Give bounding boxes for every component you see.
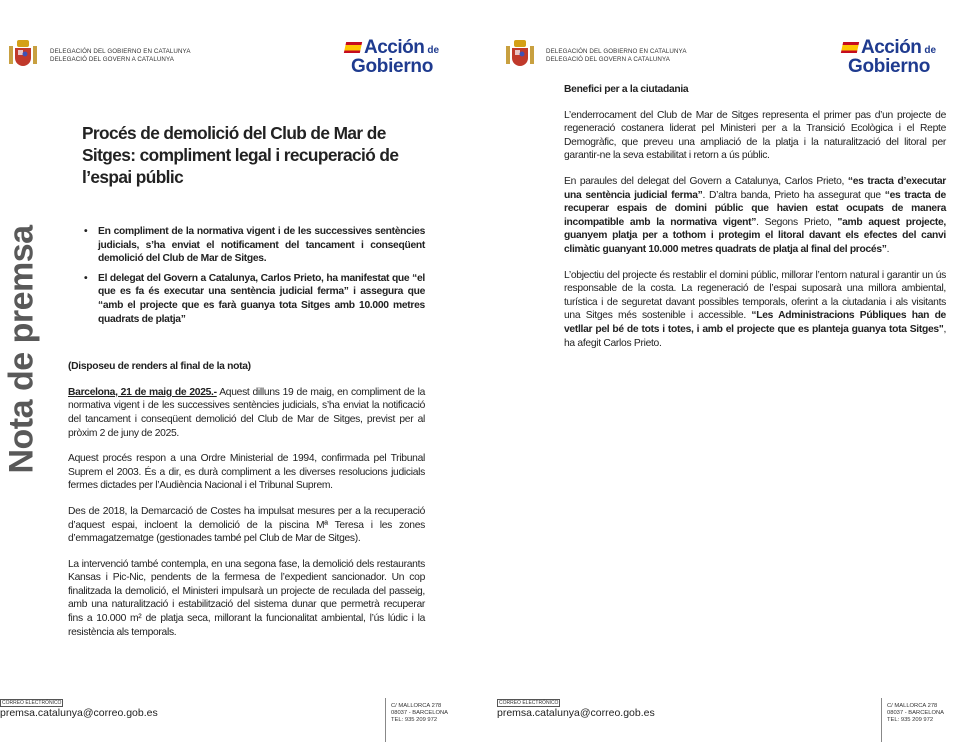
logo-text: de <box>924 45 937 56</box>
paragraph-text: . D’altra banda, Prieto ha assegurat que <box>702 189 885 201</box>
dateline: Barcelona, 21 de maig de 2025.- <box>68 386 217 398</box>
paragraph-text: . <box>886 243 890 255</box>
paragraph-text: . Segons Prieto, <box>756 216 838 228</box>
address-line: C/ MALLORCA 278 <box>887 703 938 709</box>
logo-text: Gobierno <box>847 56 931 77</box>
page-title: Procés de demolició del Club de Mar de Sitges: compliment legal i recuperació de l’espai públic <box>82 123 399 187</box>
logo-text: Acción <box>364 37 425 58</box>
delegation-ca: DELEGACIÓ DEL GOVERN A CATALUNYA <box>50 55 174 63</box>
bullet-item: • En compliment de la normativa vigent i de les successives sentències judicials, s’ha enviat el notificament del tancament i conseqüent demolició del Club de Mar de Sitges. <box>98 225 425 266</box>
quote: "amb aquest projecte, guanyem platja per a tothom i protegim el litoral davant els efectes del canvi climàtic guanyant 10.000 metres quadrats de platja al final del procés” <box>564 216 946 255</box>
address <box>887 703 944 725</box>
logo-text: de <box>427 45 440 56</box>
email-label: CORREO ELECTRÓNICO <box>2 700 62 706</box>
paragraph <box>68 386 425 440</box>
summary-bullets <box>68 225 425 332</box>
email-link[interactable]: premsa.catalunya@correo.gob.es <box>497 707 655 719</box>
paragraph-text: , ha afegit Carlos Prieto. <box>564 323 946 349</box>
section-heading: Benefici per a la ciutadania <box>564 84 689 95</box>
paragraph: L’enderrocament del Club de Mar de Sitges representa el primer pas d’un projecte de regeneració costanera liderat pel Ministeri per a la Transició Ecològica i el Repte Demogràfic, que preveu una ampliació de la platja i la naturalització del litoral per garantir-ne la seva estabilitat i retorn a ús públic. <box>564 109 946 162</box>
logo-text: Acción <box>861 37 922 58</box>
body-column <box>68 225 425 651</box>
address-line: C/ MALLORCA 278 <box>391 703 442 709</box>
side-label: Nota de premsa <box>2 225 41 474</box>
address-line: TEL: 935 209 972 <box>887 717 934 724</box>
paragraph: Des de 2018, la Demarcació de Costes ha impulsat mesures per a la recuperació d’aquest espai, incloent la demolició de la piscina Mª Teresa i les zones d’emmagatzematge (gestionades també pel Club de Mar de Sitges). <box>68 505 425 545</box>
quote: “Les Administracions Públiques han de vetllar pel bé de tots i totes, i amb el projecte que es planteja guanya tota Sitges" <box>564 310 946 335</box>
delegation-es: DELEGACIÓN DEL GOBIERNO EN CATALUNYA <box>50 48 191 55</box>
paragraph: Aquest procés respon a una Ordre Ministerial de 1994, confirmada pel Tribunal Suprem el 2003. És a dir, es durà compliment a les diverses resolucions judicials fermes dictades per l’Audiència Nacional i el Tribunal Suprem. <box>68 453 425 492</box>
footer-divider <box>881 698 882 742</box>
coat-of-arms-icon <box>505 38 535 68</box>
accion-de-gobierno-logo <box>345 38 439 76</box>
delegation-es: DELEGACIÓN DEL GOBIERNO EN CATALUNYA <box>546 48 687 55</box>
address-line: 08037 - BARCELONA <box>391 710 449 717</box>
delegation-name <box>50 48 191 63</box>
body-column <box>564 83 946 362</box>
paragraph: La intervenció també contempla, en una segona fase, la demolició dels restaurants Kansas i Pic-Nic, pendents de la fermesa de l’expedient sancionador. Un cop finalitzada la demolició, el Ministeri impulsarà un projecte de reculada del passeig, amb una naturalització i estabilització del sistema dunar que permetrà recuperar fins a 10.000 m² de platja seca, millorant la funcionalitat ambiental, l’ús lúdic i la resistència als temporals. <box>68 558 425 638</box>
logo-text: Gobierno <box>350 56 434 77</box>
quote: “es tracta d’executar una sentència judicial ferma” <box>564 175 946 201</box>
address-line: TEL: 935 209 972 <box>391 717 438 724</box>
email-link[interactable]: premsa.catalunya@correo.gob.es <box>0 707 158 719</box>
bullet-item: • El delegat del Govern a Catalunya, Carlos Prieto, ha manifestat que “el que es fa és executar una sentència judicial ferma” i assegura que “amb el projecte que es farà guanya tota Sitges amb 10.000 metres quadrats de platja” <box>98 272 425 326</box>
quote: “es tracta de recuperar espais de domini públic que havien estat ocupats de manera incompatible amb la normativa vigent” <box>564 189 946 228</box>
footer-divider <box>385 698 386 742</box>
logo-row <box>842 38 936 57</box>
paragraph <box>564 175 946 257</box>
logo-row <box>345 38 439 57</box>
page-2 <box>480 0 960 750</box>
paragraph-text: En paraules del delegat del Govern a Catalunya, Carlos Prieto, <box>564 175 848 187</box>
paragraph-text: L’objectiu del projecte és restablir el domini públic, millorar l’entorn natural i garantir un ús responsable de la costa. La regeneració de l’espai suposarà una millora ambiental, turística i de seguretat davant possibles temporals, oferint a la ciutadania i als visitants una Sitges més sostenible i accessible. <box>564 269 946 322</box>
address-line: 08037 - BARCELONA <box>887 710 945 717</box>
spain-flag-icon <box>841 42 859 53</box>
paragraph <box>564 269 946 351</box>
address <box>391 703 448 725</box>
paragraph-text: Aquest dilluns 19 de maig, en compliment de la normativa vigent i de les successives sentències judicials, s’ha enviat la notificació del tancament i conseqüent demolició del Club de Mar de Sitges, previst per al pròxim 2 de juny de 2025. <box>68 386 425 439</box>
coat-of-arms-icon <box>8 38 38 68</box>
delegation-ca: DELEGACIÓ DEL GOVERN A CATALUNYA <box>546 55 670 63</box>
renders-note: (Disposeu de renders al final de la nota) <box>68 361 251 373</box>
spain-flag-icon <box>344 42 362 53</box>
accion-de-gobierno-logo <box>842 38 936 76</box>
email-label: CORREO ELECTRÓNICO <box>499 700 559 706</box>
delegation-name <box>546 48 687 63</box>
